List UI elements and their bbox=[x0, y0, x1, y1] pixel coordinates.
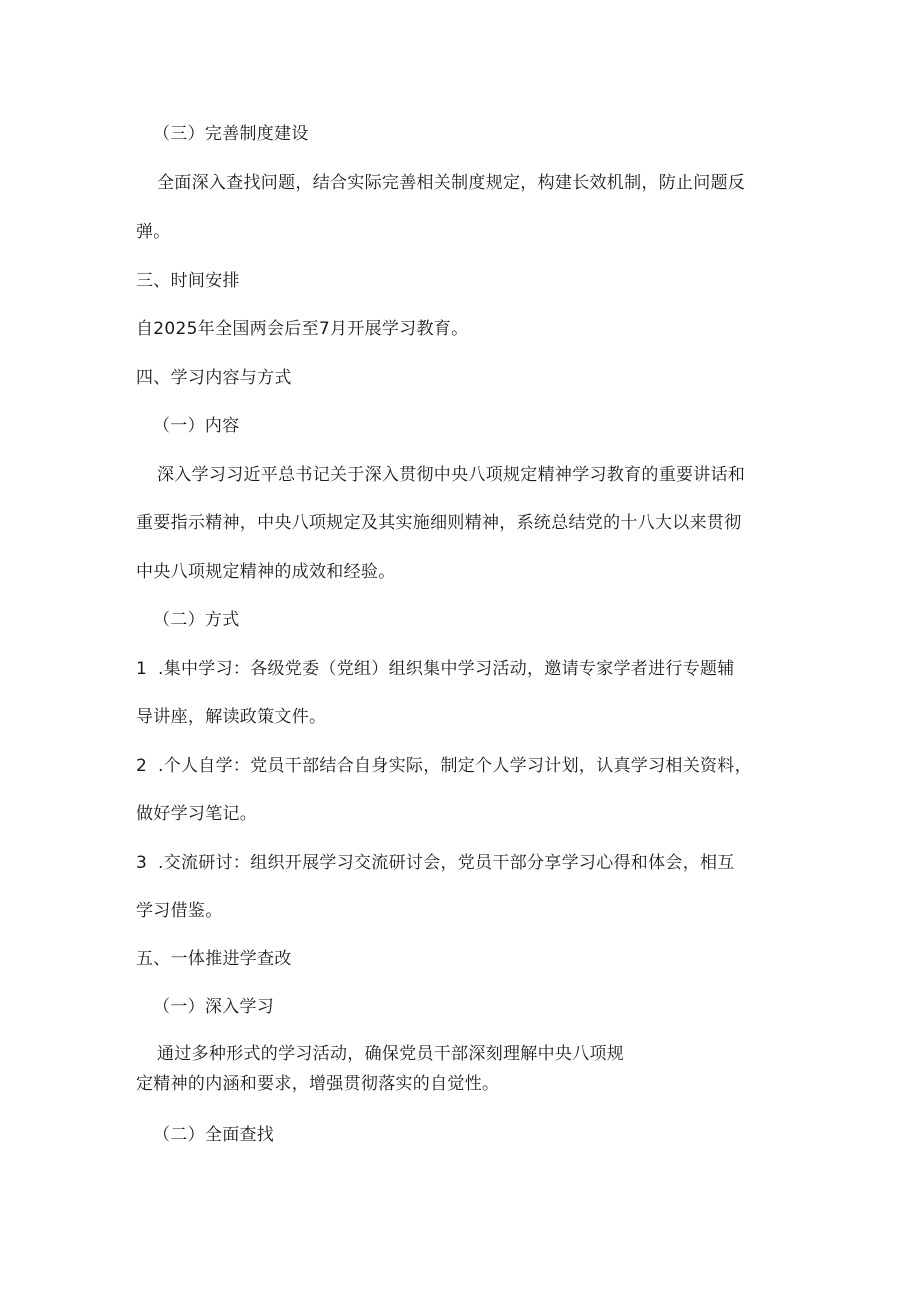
method-item-2-line-1 bbox=[0, 755, 920, 777]
heading-integrated-advance: 五、一体推进学查改 bbox=[136, 949, 292, 969]
subheading-content: （一）内容 bbox=[153, 416, 240, 436]
heading-schedule: 三、时间安排 bbox=[136, 271, 240, 291]
method-text: .集中学习：各级党委（党组）组织集中学习活动，邀请专家学者进行专题辅 bbox=[158, 659, 735, 679]
subheading-methods: （二）方式 bbox=[153, 610, 240, 630]
paragraph-content-line-3: 中央八项规定精神的成效和经验。 bbox=[136, 562, 396, 582]
method-item-1-line-2: 导讲座，解读政策文件。 bbox=[136, 707, 327, 727]
heading-content-and-methods: 四、学习内容与方式 bbox=[136, 368, 292, 388]
paragraph-content-line-2: 重要指示精神，中央八项规定及其实施细则精神，系统总结党的十八大以来贯彻 bbox=[136, 513, 742, 533]
method-text: .交流研讨：组织开展学习交流研讨会，党员干部分享学习心得和体会，相互 bbox=[158, 853, 735, 873]
method-number: 1 bbox=[136, 659, 148, 679]
paragraph-content-line-1: 深入学习习近平总书记关于深入贯彻中央八项规定精神学习教育的重要讲话和 bbox=[157, 465, 746, 485]
method-item-1-line-1 bbox=[0, 658, 920, 680]
subheading-comprehensive-search: （二）全面查找 bbox=[153, 1125, 275, 1145]
method-text: .个人自学：党员干部结合自身实际，制定个人学习计划，认真学习相关资料， bbox=[158, 756, 752, 776]
method-item-3-line-1 bbox=[0, 852, 920, 874]
paragraph-improve-system-line-2: 弹。 bbox=[136, 222, 171, 242]
method-item-2-line-2: 做好学习笔记。 bbox=[136, 804, 258, 824]
paragraph-deep-study-line-1: 通过多种形式的学习活动，确保党员干部深刻理解中央八项规 bbox=[157, 1044, 625, 1064]
method-number: 3 bbox=[136, 853, 148, 873]
method-item-3-line-2: 学习借鉴。 bbox=[136, 901, 223, 921]
paragraph-schedule: 自2025年全国两会后至7月开展学习教育。 bbox=[136, 319, 469, 339]
paragraph-deep-study-line-2: 定精神的内涵和要求，增强贯彻落实的自觉性。 bbox=[136, 1074, 500, 1094]
subheading-deep-study: （一）深入学习 bbox=[153, 997, 275, 1017]
subheading-improve-system: （三）完善制度建设 bbox=[153, 124, 309, 144]
method-number: 2 bbox=[136, 756, 148, 776]
paragraph-improve-system-line-1: 全面深入查找问题，结合实际完善相关制度规定，构建长效机制，防止问题反 bbox=[157, 173, 746, 193]
